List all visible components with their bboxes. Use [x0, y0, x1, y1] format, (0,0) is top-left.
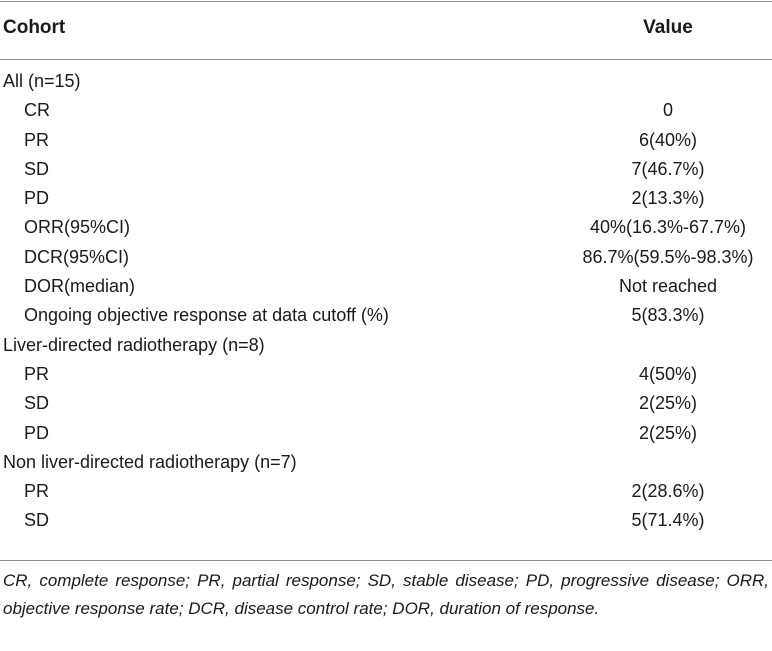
row-value: 4(50%) — [638, 363, 698, 384]
table-row — [0, 507, 772, 536]
row-value: 6(40%) — [638, 129, 698, 150]
table-row — [0, 478, 772, 507]
table-row — [0, 420, 772, 449]
row-label: PR — [24, 129, 50, 150]
row-label: PD — [24, 188, 50, 209]
row-label: All (n=15) — [3, 71, 81, 91]
table-row — [0, 185, 772, 214]
row-value: 2(25%) — [638, 393, 698, 414]
table-row — [0, 156, 772, 185]
table-footnote: CR, complete response; PR, partial response; SD, stable disease; PD, progressive disease; ORR, objective response rate; DCR, disease control rate; DOR, duration of response. — [3, 571, 769, 618]
table-row-group-all — [0, 68, 772, 97]
row-value: 40%(16.3%-67.7%) — [589, 217, 747, 238]
table-bottom-rule — [0, 560, 772, 561]
row-label: DCR(95%CI) — [24, 246, 130, 267]
row-label: PR — [24, 481, 50, 502]
row-value: Not reached — [618, 276, 718, 297]
row-value: 86.7%(59.5%-98.3%) — [582, 246, 754, 267]
row-value: 2(25%) — [638, 422, 698, 443]
table-header-row — [0, 0, 772, 59]
row-value: 0 — [662, 100, 673, 121]
row-label: SD — [24, 393, 50, 414]
table-row — [0, 273, 772, 302]
row-label: SD — [24, 158, 50, 179]
table-row — [0, 302, 772, 331]
header-value: Value — [643, 17, 693, 38]
table-row-group-non-liver-directed — [0, 449, 772, 478]
row-label: SD — [24, 510, 50, 531]
row-label: CR — [24, 100, 50, 121]
table-row — [0, 244, 772, 273]
table-body — [0, 68, 772, 537]
row-label: ORR(95%CI) — [24, 217, 131, 238]
header-cohort: Cohort — [3, 17, 66, 38]
row-label: PD — [24, 422, 50, 443]
row-value: 5(71.4%) — [631, 510, 705, 531]
table-row — [0, 390, 772, 419]
table-row — [0, 97, 772, 126]
table-row — [0, 214, 772, 243]
row-label: Non liver-directed radiotherapy (n=7) — [3, 451, 297, 472]
row-label: Ongoing objective response at data cutoff (%) — [24, 305, 389, 326]
row-label: PR — [24, 363, 50, 384]
row-value: 7(46.7%) — [631, 158, 705, 179]
row-label: Liver-directed radiotherapy (n=8) — [3, 334, 265, 355]
row-value: 2(13.3%) — [631, 188, 705, 209]
table-row — [0, 361, 772, 390]
row-value: 5(83.3%) — [631, 305, 705, 326]
table-row — [0, 127, 772, 156]
table-row-group-liver-directed — [0, 332, 772, 361]
row-label: DOR(median) — [24, 276, 136, 297]
table-header-rule — [0, 59, 772, 60]
row-value: 2(28.6%) — [631, 481, 705, 502]
